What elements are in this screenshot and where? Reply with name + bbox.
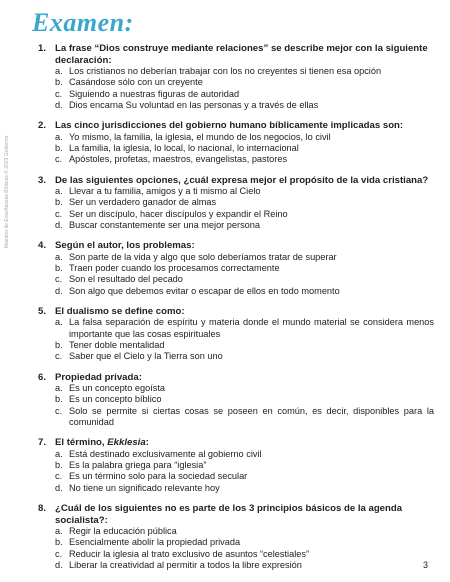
page-number: 3 — [422, 560, 428, 570]
answer-option — [38, 394, 434, 405]
option-letter: b. — [55, 197, 63, 208]
option-list — [38, 449, 434, 494]
option-text: Apóstoles, profetas, maestros, evangelistas, pastores — [69, 154, 288, 165]
option-text: Los cristianos no deberían trabajar con los no creyentes si tienen esa opción — [69, 66, 382, 76]
option-text: Buscar constantemente ser una mejor persona — [69, 219, 260, 230]
option-list — [38, 132, 434, 166]
option-list — [38, 66, 434, 111]
question-stem — [38, 240, 434, 252]
answer-option — [38, 537, 434, 548]
question-number: 5. — [38, 305, 47, 317]
option-letter: c. — [55, 208, 63, 219]
option-text: Tener doble mentalidad — [69, 340, 165, 351]
option-text: Llevar a tu familia, amigos y a ti mismo al Cielo — [69, 186, 261, 197]
option-text: Son el resultado del pecado — [69, 274, 183, 285]
option-letter: c. — [55, 274, 63, 285]
option-letter: d. — [55, 559, 63, 570]
option-text: Esencialmente abolir la propiedad privada — [69, 537, 241, 548]
option-text: Son algo que debemos evitar o escapar de ellos en todo momento — [69, 285, 340, 296]
option-text: Yo mismo, la familia, la iglesia, el mundo de los negocios, lo civil — [69, 131, 331, 142]
answer-option — [38, 351, 434, 362]
question-text: Según el autor, los problemas: — [55, 240, 195, 252]
option-letter: d. — [55, 285, 63, 296]
answer-option — [38, 263, 434, 274]
question-stem — [38, 175, 434, 187]
option-text: Reducir la iglesia al trato exclusivo de asuntos “celestiales” — [69, 548, 310, 559]
option-letter: a. — [55, 448, 63, 459]
option-text: Solo se permite si ciertas cosas se poseen en común, es decir, disponibles para la comunidad — [69, 405, 434, 428]
question-text: El dualismo se define como: — [55, 305, 185, 317]
question-text: ¿Cuál de los siguientes no es parte de los 3 principios básicos de la agenda socialista?: — [55, 503, 403, 526]
option-text: La falsa separación de espíritu y materia donde el mundo material se considera menos importante que las cosas espirituales — [69, 317, 434, 339]
question-item — [38, 175, 434, 232]
option-text: Son parte de la vida y algo que solo deberíamos tratar de superar — [69, 251, 337, 262]
question-list — [38, 43, 434, 580]
option-letter: c. — [55, 351, 63, 362]
answer-option — [38, 383, 434, 394]
option-letter: a. — [55, 317, 63, 328]
answer-option — [38, 143, 434, 154]
answer-option — [38, 483, 434, 494]
question-number: 3. — [38, 174, 47, 186]
answer-option — [38, 252, 434, 263]
answer-option — [38, 77, 434, 88]
question-stem — [38, 120, 434, 132]
question-item — [38, 306, 434, 363]
question-item — [38, 503, 434, 571]
option-letter: a. — [55, 251, 63, 262]
answer-option — [38, 317, 434, 340]
question-item — [38, 437, 434, 494]
option-letter: c. — [55, 471, 63, 482]
question-number: 6. — [38, 371, 47, 383]
question-stem — [38, 306, 434, 318]
option-text: Saber que el Cielo y la Tierra son uno — [69, 351, 223, 362]
option-letter: b. — [55, 263, 63, 274]
option-letter: c. — [55, 154, 63, 165]
emphasis-term: Ekklesia — [107, 437, 146, 449]
option-text: No tiene un significado relevante hoy — [69, 482, 220, 493]
answer-option — [38, 209, 434, 220]
question-text: El término, Ekklesia: — [55, 437, 149, 449]
option-text: Dios encarna Su voluntad en las personas y a través de ellas — [69, 99, 319, 110]
option-letter: c. — [55, 548, 63, 559]
option-list — [38, 252, 434, 297]
answer-option — [38, 471, 434, 482]
question-text: Propiedad privada: — [55, 371, 142, 383]
option-letter: b. — [55, 340, 63, 351]
option-text: Es un concepto bíblico — [69, 394, 162, 405]
option-list — [38, 526, 434, 571]
question-item — [38, 240, 434, 297]
option-letter: b. — [55, 537, 63, 548]
question-number: 4. — [38, 240, 47, 252]
option-letter: b. — [55, 77, 63, 88]
answer-option — [38, 89, 434, 100]
option-text: Ser un discípulo, hacer discípulos y expandir el Reino — [69, 208, 288, 219]
option-letter: a. — [55, 186, 63, 197]
answer-option — [38, 186, 434, 197]
option-letter: a. — [55, 526, 63, 537]
question-item — [38, 372, 434, 429]
question-stem — [38, 43, 434, 66]
option-list — [38, 186, 434, 231]
option-text: Regir la educación pública — [69, 526, 177, 537]
answer-option — [38, 460, 434, 471]
option-text: Siguiendo a nuestras figuras de autoridad — [69, 88, 240, 99]
answer-option — [38, 526, 434, 537]
option-list — [38, 383, 434, 428]
option-letter: d. — [55, 99, 63, 110]
answer-option — [38, 220, 434, 231]
answer-option — [38, 286, 434, 297]
question-text: Las cinco jurisdicciones del gobierno humano bíblicamente implicadas son: — [55, 120, 404, 132]
question-item — [38, 43, 434, 111]
question-stem — [38, 503, 434, 526]
option-text: La familia, la iglesia, lo local, lo nacional, lo internacional — [69, 142, 299, 153]
question-number: 2. — [38, 120, 47, 132]
answer-option — [38, 560, 434, 571]
answer-option — [38, 197, 434, 208]
option-text: Es un término solo para la sociedad secular — [69, 471, 248, 482]
option-letter: d. — [55, 219, 63, 230]
option-letter: c. — [55, 405, 63, 416]
question-stem — [38, 372, 434, 384]
option-letter: d. — [55, 482, 63, 493]
option-list — [38, 317, 434, 362]
side-note: Maestro de Enseñanzas Bíblicas © 2023 Gobierno — [4, 135, 10, 248]
question-text: La frase “Dios construye mediante relaciones” se describe mejor con la siguiente declaración: — [55, 43, 428, 66]
answer-option — [38, 549, 434, 560]
answer-option — [38, 132, 434, 143]
option-text: Es la palabra griega para “iglesia” — [69, 460, 207, 471]
option-text: Ser un verdadero ganador de almas — [69, 197, 217, 208]
option-text: Traen poder cuando los procesamos correctamente — [69, 263, 280, 274]
question-item — [38, 120, 434, 165]
answer-option — [38, 154, 434, 165]
option-text: Casándose sólo con un creyente — [69, 77, 203, 88]
answer-option — [38, 406, 434, 429]
option-letter: a. — [55, 66, 63, 76]
option-letter: a. — [55, 131, 63, 142]
question-text: De las siguientes opciones, ¿cuál expresa mejor el propósito de la vida cristiana? — [55, 174, 429, 186]
answer-option — [38, 449, 434, 460]
page-title: Examen: — [32, 8, 134, 37]
option-text: Es un concepto egoísta — [69, 383, 166, 394]
answer-option — [38, 66, 434, 77]
question-number: 8. — [38, 503, 47, 515]
option-letter: c. — [55, 88, 63, 99]
option-letter: b. — [55, 142, 63, 153]
option-letter: b. — [55, 394, 63, 405]
question-number: 7. — [38, 437, 47, 449]
answer-option — [38, 274, 434, 285]
option-letter: a. — [55, 383, 63, 394]
option-text: Liberar la creatividad al permitir a todos la libre expresión — [69, 559, 302, 570]
answer-option — [38, 100, 434, 111]
option-text: Está destinado exclusivamente al gobierno civil — [69, 448, 262, 459]
question-stem — [38, 437, 434, 449]
option-letter: b. — [55, 460, 63, 471]
answer-option — [38, 340, 434, 351]
question-number: 1. — [38, 43, 47, 54]
